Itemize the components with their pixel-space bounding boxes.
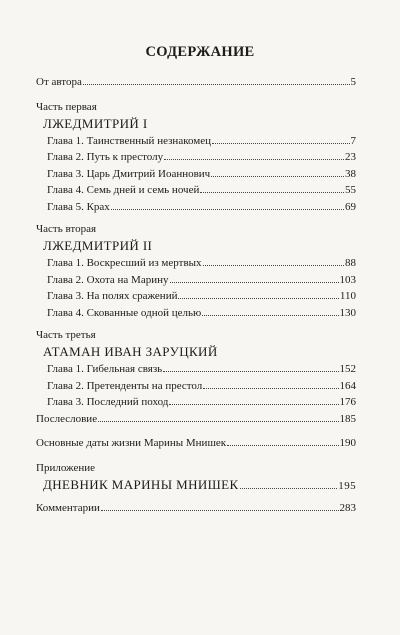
page-number: 176 bbox=[339, 396, 356, 408]
page-number: 55 bbox=[345, 184, 356, 196]
toc-entry-author-note bbox=[36, 74, 356, 91]
chapter-label: Глава 4. Скованные одной целью bbox=[47, 306, 202, 319]
chapter-entry bbox=[36, 378, 356, 395]
toc-entry-dates bbox=[36, 435, 356, 452]
entry-label: От автора bbox=[36, 76, 82, 88]
entry-label: Комментарии bbox=[36, 501, 100, 514]
chapter-entry bbox=[36, 394, 356, 411]
page-number: 69 bbox=[345, 200, 356, 213]
dot-leader bbox=[200, 192, 344, 193]
toc-entry-comments bbox=[36, 500, 356, 517]
chapter-entry bbox=[36, 255, 356, 272]
dot-leader bbox=[164, 159, 344, 160]
part-label: Часть третья bbox=[36, 329, 96, 341]
chapter-label: Глава 3. На полях сражений bbox=[47, 290, 178, 302]
entry-label: Основные даты жизни Марины Мнишек bbox=[36, 437, 227, 449]
part-label: Часть вторая bbox=[36, 223, 97, 235]
page-number: 110 bbox=[339, 290, 356, 302]
appendix-label: Приложение bbox=[36, 461, 96, 474]
dot-leader bbox=[98, 421, 338, 422]
entry-label: Послесловие bbox=[36, 412, 98, 425]
chapter-label: Глава 1. Гибельная связь bbox=[47, 363, 163, 375]
chapter-entry bbox=[36, 199, 356, 216]
dot-leader bbox=[163, 371, 338, 372]
chapter-entry bbox=[36, 182, 356, 199]
page-number: 152 bbox=[339, 363, 356, 375]
page-number: 103 bbox=[339, 273, 356, 286]
chapter-entry bbox=[36, 272, 356, 289]
part-title: ЛЖЕДМИТРИЙ II bbox=[43, 238, 153, 253]
chapter-label: Глава 4. Семь дней и семь ночей bbox=[47, 184, 200, 196]
dot-leader bbox=[211, 176, 344, 177]
chapter-entry bbox=[36, 133, 356, 150]
dot-leader bbox=[101, 510, 339, 511]
page-number: 7 bbox=[350, 134, 356, 147]
appendix-title: ДНЕВНИК МАРИНЫ МНИШЕК bbox=[43, 476, 239, 492]
page-number: 130 bbox=[339, 306, 356, 319]
page-number: 38 bbox=[345, 167, 356, 180]
chapter-label: Глава 5. Крах bbox=[47, 200, 110, 213]
chapter-label: Глава 2. Претенденты на престол bbox=[47, 379, 203, 392]
dot-leader bbox=[212, 143, 349, 144]
dot-leader bbox=[203, 265, 344, 266]
dot-leader bbox=[169, 404, 338, 405]
dot-leader bbox=[170, 282, 339, 283]
dot-leader bbox=[227, 445, 338, 446]
dot-leader bbox=[202, 315, 338, 316]
chapter-entry bbox=[36, 166, 356, 183]
toc-entry-afterword bbox=[36, 411, 356, 428]
page-number: 23 bbox=[345, 151, 356, 163]
dot-leader bbox=[178, 298, 338, 299]
chapter-label: Глава 3. Царь Дмитрий Иоаннович bbox=[47, 167, 211, 180]
chapter-label: Глава 1. Воскресший из мертвых bbox=[47, 257, 202, 269]
page-number: 185 bbox=[339, 412, 356, 425]
dot-leader bbox=[240, 488, 338, 489]
page-title: СОДЕРЖАНИЕ bbox=[145, 44, 255, 60]
chapter-entry bbox=[36, 305, 356, 322]
dot-leader bbox=[111, 209, 344, 210]
page-number: 164 bbox=[339, 379, 356, 392]
page-number: 190 bbox=[339, 437, 356, 449]
page-number: 88 bbox=[345, 257, 356, 269]
page-number: 283 bbox=[339, 501, 356, 514]
chapter-entry bbox=[36, 149, 356, 166]
chapter-entry bbox=[36, 288, 356, 305]
dot-leader bbox=[203, 388, 338, 389]
part-title: ЛЖЕДМИТРИЙ I bbox=[43, 115, 148, 131]
chapter-label: Глава 2. Охота на Марину bbox=[47, 273, 169, 286]
table-of-contents bbox=[36, 74, 356, 516]
chapter-label: Глава 2. Путь к престолу bbox=[47, 151, 164, 163]
toc-entry-appendix bbox=[36, 476, 356, 494]
page-number: 195 bbox=[338, 479, 356, 492]
part-title: АТАМАН ИВАН ЗАРУЦКИЙ bbox=[43, 344, 218, 359]
page-number: 5 bbox=[350, 76, 356, 88]
dot-leader bbox=[83, 84, 350, 85]
chapter-label: Глава 1. Таинственный незнакомец bbox=[47, 134, 212, 147]
part-label: Часть первая bbox=[36, 100, 97, 113]
chapter-label: Глава 3. Последний поход bbox=[47, 396, 169, 408]
chapter-entry bbox=[36, 361, 356, 378]
